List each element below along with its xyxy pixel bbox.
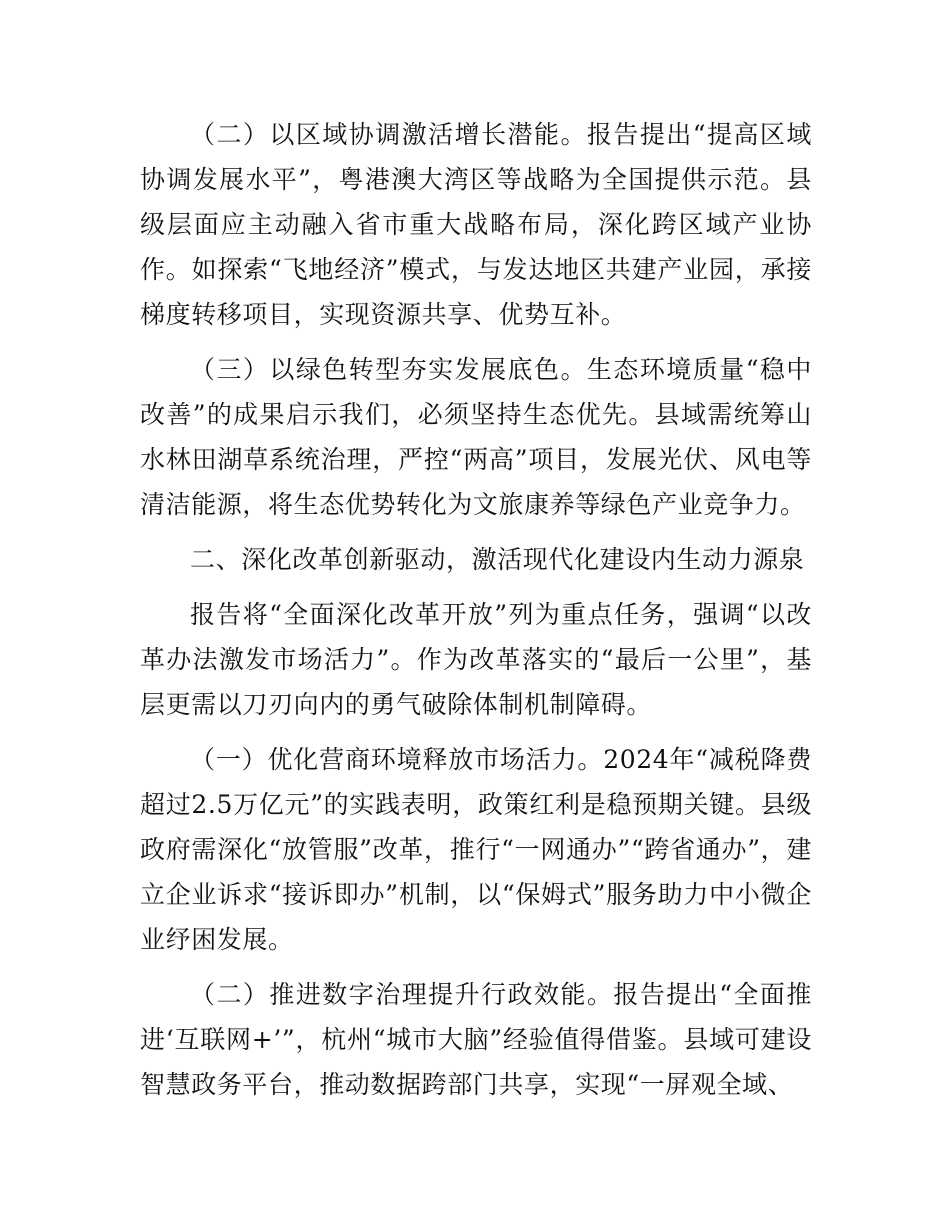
paragraph-business-environment: （一）优化营商环境释放市场活力。2024年“减税降费超过2.5万亿元”的实践表明，政策红利是稳预期关键。县级政府需深化“放管服”改革，推行“一网通办”“跨省通办”，建立企业诉求“接诉即办”机制，以“保姆式”服务助力中小微企业纾困发展。 bbox=[140, 745, 812, 954]
paragraph-green-transformation: （三）以绿色转型夯实发展底色。生态环境质量“稳中改善”的成果启示我们，必须坚持生态优先。县域需统筹山水林田湖草系统治理，严控“两高”项目，发展光伏、风电等清洁能源，将生态优势转化为文旅康养等绿色产业竞争力。 bbox=[140, 355, 812, 519]
document-body bbox=[140, 112, 812, 1107]
paragraph-reform-intro: 报告将“全面深化改革开放”列为重点任务，强调“以改革办法激发市场活力”。作为改革落实的“最后一公里”，基层更需以刀刃向内的勇气破除体制机制障碍。 bbox=[140, 600, 812, 719]
paragraph-digital-governance: （二）推进数字治理提升行政效能。报告提出“全面推进‘互联网+’”，杭州“城市大脑”经验值得借鉴。县域可建设智慧政务平台，推动数据跨部门共享，实现“一屏观全域、 bbox=[140, 980, 812, 1099]
paragraph-regional-coordination: （二）以区域协调激活增长潜能。报告提出“提高区域协调发展水平”，粤港澳大湾区等战略为全国提供示范。县级层面应主动融入省市重大战略布局，深化跨区域产业协作。如探索“飞地经济”模式，与发达地区共建产业园，承接梯度转移项目，实现资源共享、优势互补。 bbox=[140, 120, 812, 329]
section-heading-reform: 二、深化改革创新驱动，激活现代化建设内生动力源泉 bbox=[190, 545, 805, 574]
